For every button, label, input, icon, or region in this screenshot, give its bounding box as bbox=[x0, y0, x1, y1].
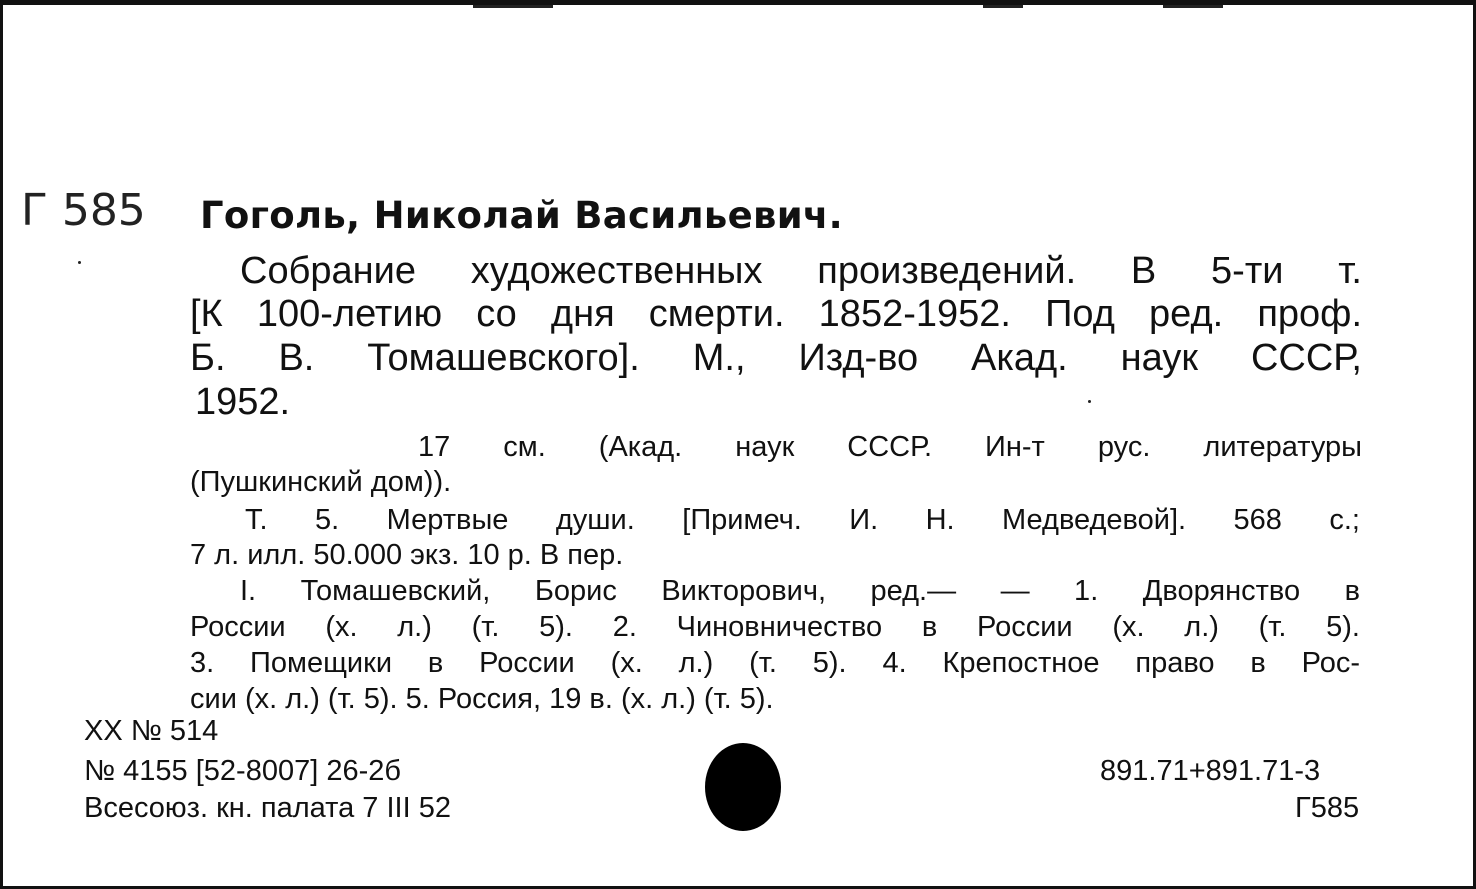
card-number: XX № 514 bbox=[84, 715, 219, 747]
subject-line: сии (х. л.) (т. 5). 5. Россия, 19 в. (х. л.) (т. 5). bbox=[190, 683, 774, 715]
scan-artifact bbox=[983, 5, 1023, 8]
title-line: Собрание художественных произведений. В 5-ти т. bbox=[240, 250, 1362, 292]
filing-hole bbox=[705, 743, 781, 831]
scan-artifact bbox=[473, 5, 553, 8]
title-line: 1952. bbox=[195, 381, 291, 423]
call-number: Г585 bbox=[1295, 792, 1360, 824]
title-line: [К 100-летию со дня смерти. 1852-1952. Под ред. проф. bbox=[190, 293, 1362, 335]
publisher-chamber: Всесоюз. кн. палата 7 III 52 bbox=[84, 792, 451, 824]
volume-line: 7 л. илл. 50.000 экз. 10 р. В пер. bbox=[190, 539, 624, 571]
volume-line: Т. 5. Мертвые души. [Примеч. И. Н. Медведевой]. 568 с.; bbox=[245, 504, 1360, 536]
scan-artifact bbox=[1163, 5, 1223, 8]
subject-line: России (х. л.) (т. 5). 2. Чиновничество в России (х. л.) (т. 5). bbox=[190, 611, 1360, 643]
scan-speck bbox=[78, 261, 81, 264]
svg-text:Г 585: Г 585 bbox=[21, 185, 146, 236]
handwritten-call-number bbox=[21, 179, 181, 239]
author-heading: Гоголь, Николай Васильевич. bbox=[200, 194, 843, 237]
series-line: (Пушкинский дом)). bbox=[190, 466, 452, 498]
title-line: Б. В. Томашевского]. М., Изд-во Акад. наук СССР, bbox=[190, 337, 1362, 379]
scan-speck bbox=[1088, 400, 1091, 403]
order-number: № 4155 [52-8007] 26-2б bbox=[84, 755, 401, 787]
subject-line: 3. Помещики в России (х. л.) (т. 5). 4. Крепостное право в Рос- bbox=[190, 647, 1360, 679]
classification-code: 891.71+891.71-3 bbox=[1100, 755, 1321, 787]
series-line: 17 см. (Акад. наук СССР. Ин-т рус. литературы bbox=[418, 431, 1362, 463]
subject-line: I. Томашевский, Борис Викторович, ред.— — 1. Дворянство в bbox=[240, 575, 1360, 607]
